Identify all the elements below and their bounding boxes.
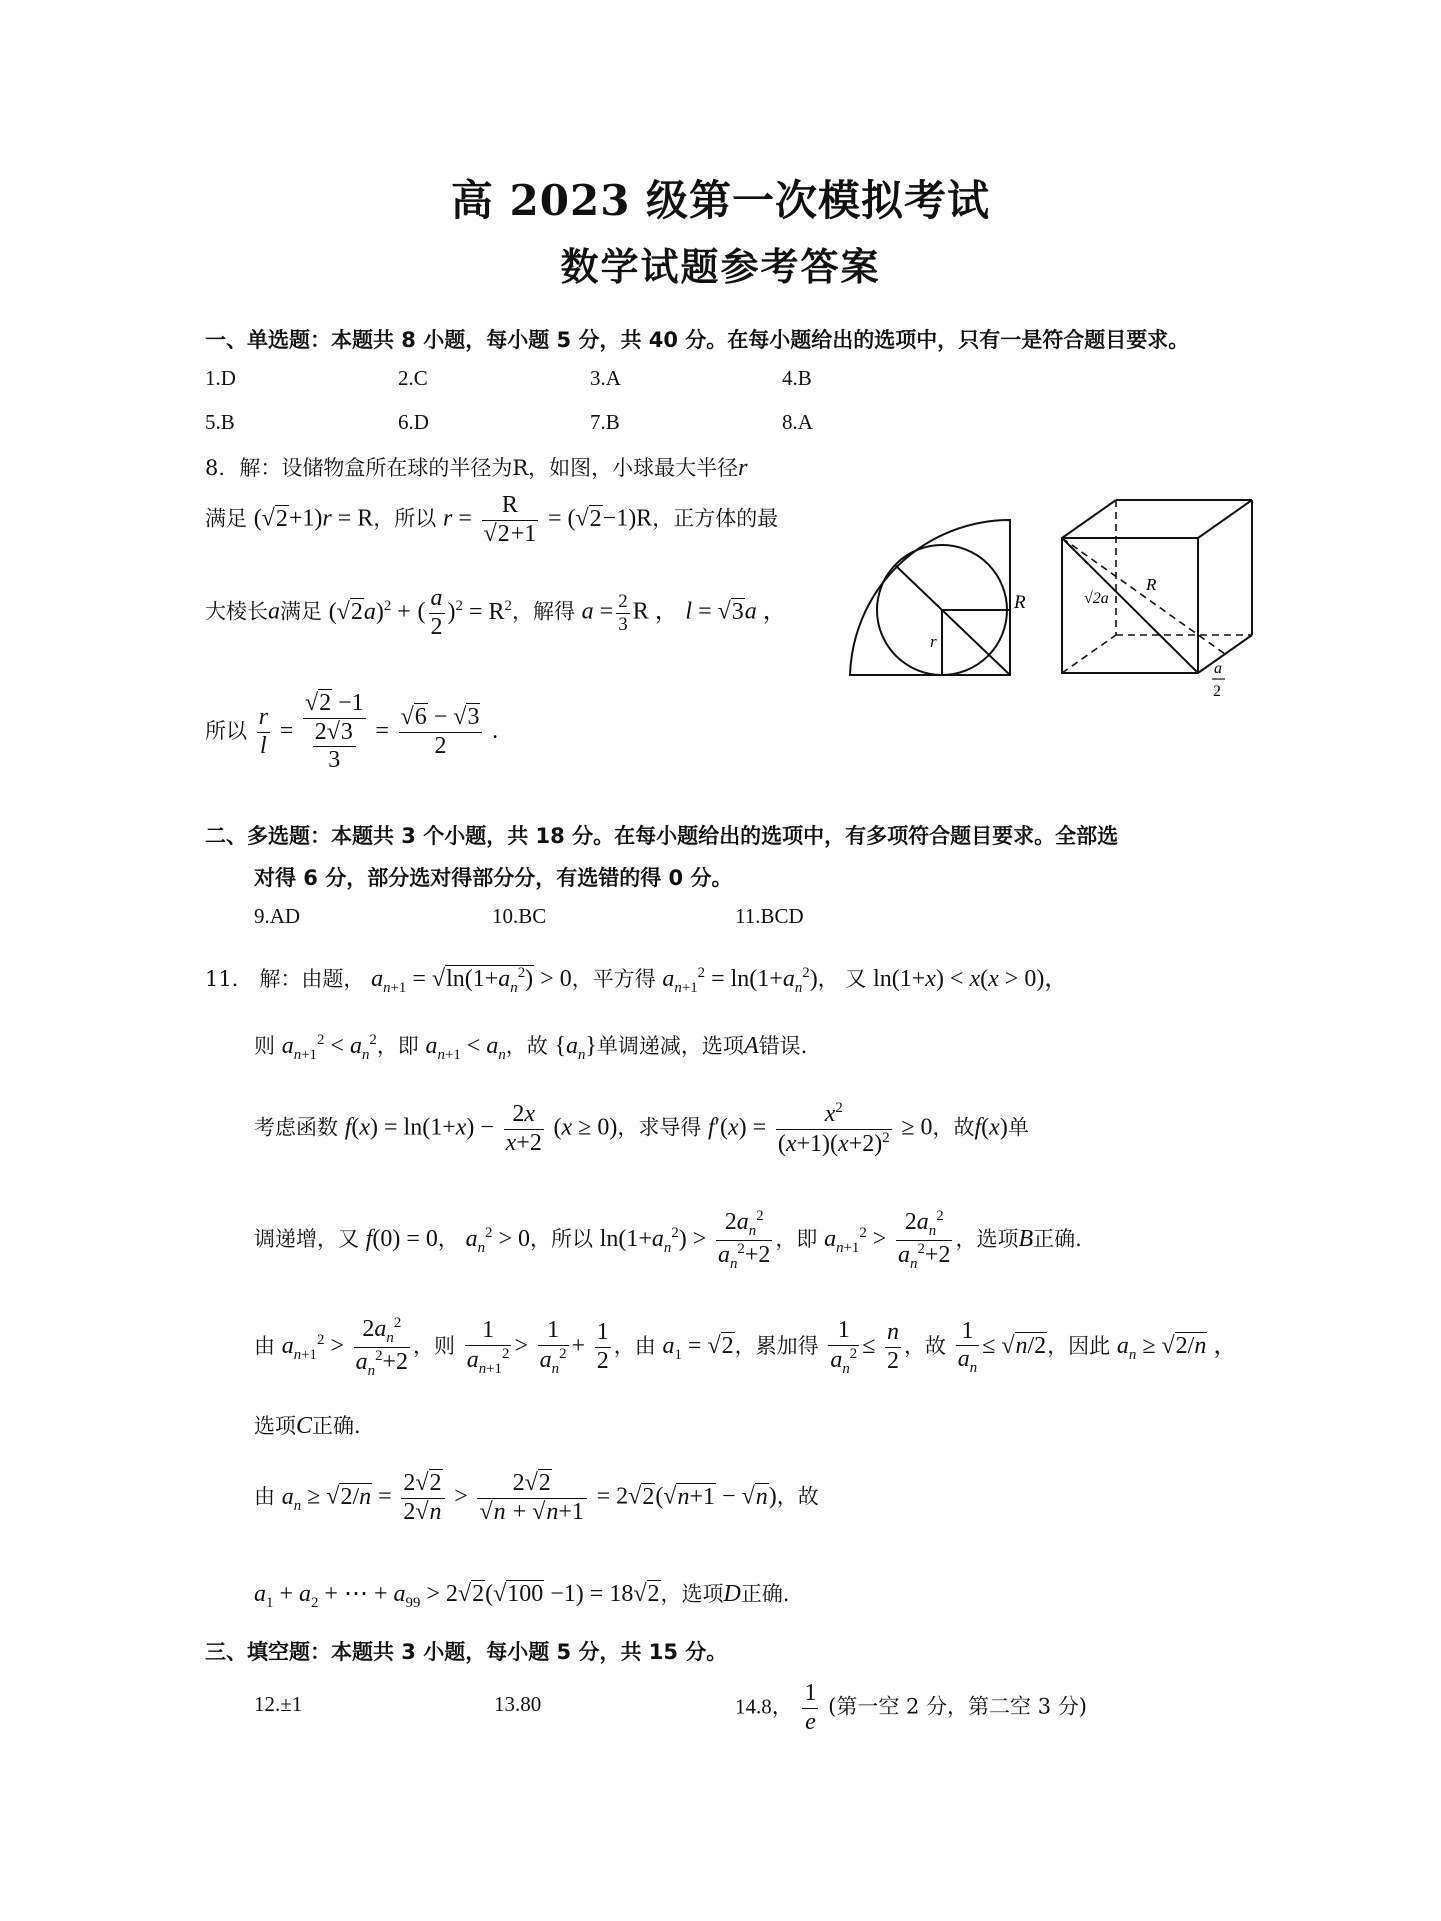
page-title: 高 2023 级第一次模拟考试 bbox=[450, 176, 991, 225]
q11-line7: 由 $a_n \ge √2/n$ = $\frac{2√2}{2√n}$ > $\frac{2√2}{√n + √n+1}$ = 2√2(√n+1 − √n)，故 bbox=[254, 1470, 819, 1525]
answer-8: 8.A bbox=[782, 410, 813, 434]
answer-11: 11.BCD bbox=[735, 904, 804, 928]
answer-4: 4.B bbox=[782, 366, 812, 390]
q8-line4: 所以 $\frac{r}{l}$ = $\frac{√2 -1}{\frac{2√3}{3}}$ = $\frac{√6 - √3}{2}$ . bbox=[205, 690, 499, 774]
section1-heading: 一、单选题：本题共 8 小题，每小题 5 分，共 40 分。在每小题给出的选项中，只有一是符合题目要求。 bbox=[205, 328, 1190, 352]
section2-heading-line1: 二、多选题：本题共 3 个小题，共 18 分。在每小题给出的选项中，有多项符合题目要求。全部选 bbox=[205, 824, 1119, 848]
q8-line2: 满足 (√2+1)r = R，所以 r = $\frac{R}{√2+1}$ = (√2−1)R，正方体的最 bbox=[205, 492, 779, 547]
q11-line8: $a_1 + a_2$ + ⋯ + $a_{99} > 2√2(√100 -1) = 18√2$，选项D正确. bbox=[254, 1581, 790, 1611]
half-edge-den: 2 bbox=[1213, 683, 1221, 700]
answer-12: 12.±1 bbox=[254, 1692, 303, 1716]
quarter-sphere-diagram bbox=[850, 520, 1030, 680]
answer-10: 10.BC bbox=[492, 904, 547, 928]
answer-3: 3.A bbox=[590, 366, 621, 390]
q11-line1: 11． 解：由题， $a_{n+1} = √\ln(1+a_n^2) > 0$，平方得 $a_{n+1}^2 = \ln(1+a_n^2)$， 又 ln(1+x) < x(x > 0)， bbox=[205, 965, 1069, 996]
q11-line2: 则 $a_{n+1}^2 < a_n^2$，即 $a_{n+1} < a_n$，故 $\{a_n\}$单调递减，选项A错误. bbox=[254, 1032, 808, 1063]
radius-r-label: r bbox=[930, 632, 937, 651]
q8-line3: 大棱长a满足 $(√2a)^2$ + ( $\frac{a}{2}$ )$^2 = R^2$，解得 a = $\frac{2}{3}$ R ， l = √3a ， bbox=[205, 585, 787, 640]
page-subtitle: 数学试题参考答案 bbox=[560, 244, 881, 289]
answer-2: 2.C bbox=[398, 366, 428, 390]
q11-line5: 由 $a_{n+1}^2$ > $\frac{2a_n^2}{a_n^2+2}$ ，则 $\frac{1}{a_{n+1}^2}$ > $\frac{1}{a_n^2}$ + $\frac{1}{2}$ ，由 $a_1 = √2$，累加得 $\frac{1}{a_n^2}$ ≤ $\frac{n}{2}$ ，故 $\frac{1}{a_n}$ ≤ √n/2，因此 $a_n \ge √2/n$ ， bbox=[254, 1315, 1238, 1379]
half-edge-num: a bbox=[1214, 660, 1222, 677]
answer-9: 9.AD bbox=[254, 904, 301, 928]
answer-7: 7.B bbox=[590, 410, 620, 434]
cube-R-label: R bbox=[1146, 575, 1157, 594]
cube-diagram bbox=[1062, 498, 1262, 698]
section2-heading-line2: 对得 6 分，部分选对得部分分，有选错的得 0 分。 bbox=[254, 866, 733, 890]
answer-14: 14.8， $\frac{1}{e}$ (第一空 2 分，第二空 3 分) bbox=[735, 1680, 1087, 1735]
answer-6: 6.D bbox=[398, 410, 429, 434]
answer-1: 1.D bbox=[205, 366, 236, 390]
radius-R-label: R bbox=[1014, 592, 1026, 613]
q11-line4: 调递增，又 f(0) = 0， $a_n^2 > 0$，所以 $\ln(1+a_n^2)$ > $\frac{2a_n^2}{a_n^2+2}$ ，即 $a_{n+1}^2$ > $\frac{2a_n^2}{a_n^2+2}$ ，选项B正确. bbox=[254, 1208, 1082, 1272]
section3-heading: 三、填空题：本题共 3 小题，每小题 5 分，共 15 分。 bbox=[205, 1640, 728, 1664]
q8-line1: 8．解：设储物盒所在球的半径为R，如图，小球最大半径r bbox=[205, 455, 748, 481]
answer-5: 5.B bbox=[205, 410, 235, 434]
cube-edge-label: √2a bbox=[1084, 590, 1109, 607]
answer-13: 13.80 bbox=[494, 1692, 542, 1716]
q11-line6: 选项C正确. bbox=[254, 1413, 361, 1439]
q11-line3: 考虑函数 f(x) = ln(1+x) − $\frac{2x}{x+2}$ (x ≥ 0)，求导得 f′(x) = $\frac{x^2}{(x+1)(x+2)^2}$ ≥ 0，故f(x)单 bbox=[254, 1100, 1029, 1157]
